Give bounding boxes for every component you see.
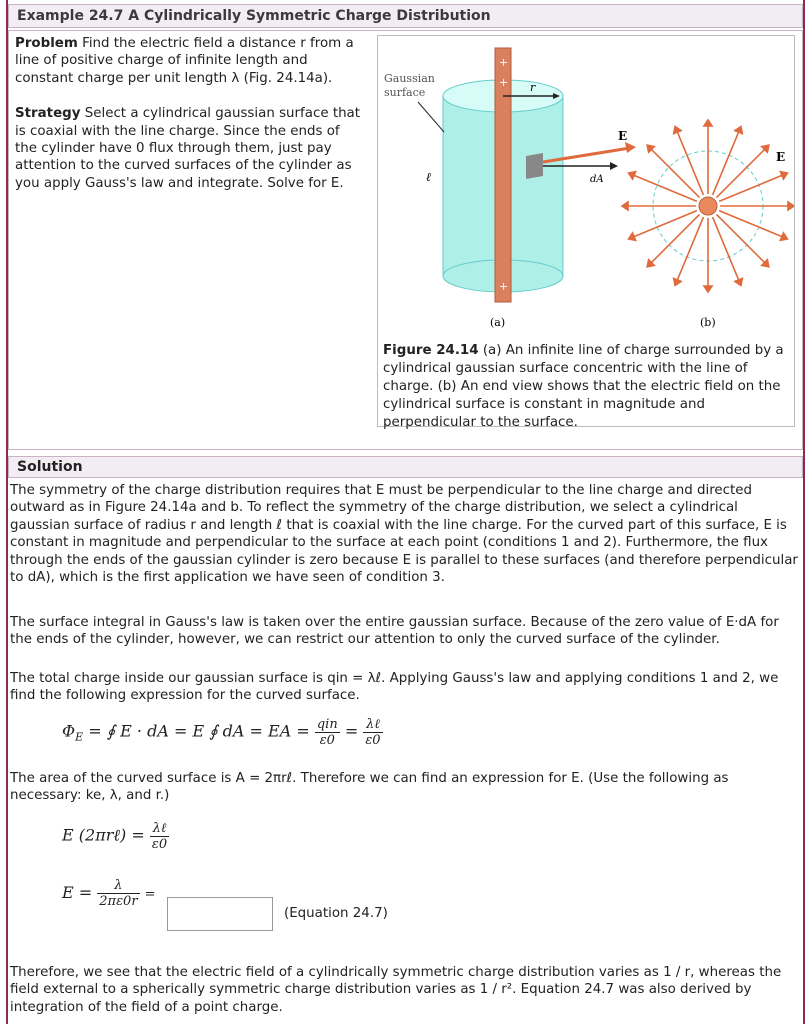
end-view — [622, 120, 794, 329]
field-ray — [719, 211, 782, 237]
problem-panel — [8, 30, 803, 450]
plus-sign: + — [499, 280, 509, 293]
plus-sign: + — [499, 56, 509, 69]
problem-text: Find the electric field a distance r from a line of positive charge of infinite length and constant charge per unit length λ (Fig. 24.14a). — [15, 36, 354, 86]
field-ray-arrowhead — [780, 172, 787, 179]
field-ray-arrowhead — [629, 172, 636, 179]
area-equation: E (2πrℓ) = $\frac{\text{λℓ}}{\varepsilon 0}$ — [62, 821, 168, 852]
field-ray — [719, 175, 782, 201]
solution-paragraph-2: The surface integral in Gauss's law is taken over the entire gaussian surface. Because of the zero value of E·dA for the ends of the cylinder, however, we can restrict our attention to only the curved surface of the cylinder. — [10, 615, 779, 648]
solution-heading: Solution — [8, 456, 803, 478]
problem-text-column — [15, 35, 365, 210]
area-element — [526, 153, 543, 179]
field-ray-arrowhead — [629, 233, 636, 240]
field-ray — [716, 149, 764, 197]
field-ray-arrowhead — [704, 120, 712, 126]
surface-label: surface — [384, 86, 426, 99]
E-arrowhead-a — [625, 142, 636, 153]
dA-arrowhead — [610, 162, 618, 170]
example-title: Example 24.7 A Cylindrically Symmetric Charge Distribution — [8, 4, 803, 28]
field-ray — [634, 211, 697, 237]
field-ray — [713, 132, 739, 195]
field-ray — [651, 214, 699, 262]
solution-paragraph-1: The symmetry of the charge distribution requires that E must be perpendicular to the line charge and directed outward as in Figure 24.14a and b. To reflect the symmetry of the charge distribution, we select a cylindrical gaussian surface of radius r and length ℓ that is coaxial with the line charge. For the curved part of this surface, E is constant in magnitude and perpendicular to the surface at each point (conditions 1 and 2). Furthermore, the flux through the ends of the gaussian cylinder is zero because E is parallel to these surfaces (and therefore perpendicular to dA), which is the first application we have seen of condition 3. — [10, 483, 798, 586]
caption-label: Figure 24.14 — [383, 343, 479, 358]
field-ray — [677, 217, 703, 280]
equation-label: (Equation 24.7) — [284, 906, 388, 921]
field-ray-arrowhead — [788, 202, 794, 210]
dA-label: dA — [590, 174, 604, 185]
solution-paragraph-3: The total charge inside our gaussian surface is qin = λℓ. Applying Gauss's law and applying conditions 1 and 2, we find the following expression for the curved surface. — [10, 671, 779, 704]
part-b-label: (b) — [700, 316, 716, 329]
field-ray-arrowhead — [735, 278, 742, 285]
field-ray — [634, 175, 697, 201]
strategy-text: Select a cylindrical gaussian surface that is coaxial with the line charge. Since the ends of the cylinder have 0 flux through them, just pay attention to the curved surfaces of the cylinder as you apply Gauss's law and integrate. Solve for E. — [15, 106, 361, 191]
solution-paragraph-4: The area of the curved surface is A = 2πrℓ. Therefore we can find an expression for E. (Use the following as necessary: ke, λ, and r.) — [10, 771, 729, 804]
field-ray — [651, 149, 699, 197]
strategy-paragraph — [15, 105, 365, 192]
radius-label: r — [530, 81, 536, 94]
gauss-law-equation: $\Phi_E$ = ∮ E · dA = E ∮ dA = EA = $\frac{\text{qin}}{\varepsilon 0}$ = $\frac{\text{λℓ}}{\varepsilon 0}$ — [62, 716, 381, 748]
figure-caption — [383, 342, 791, 432]
field-equation: E = $\frac{\lambda}{2\pi\varepsilon 0r}$ = — [62, 878, 156, 909]
plus-sign: + — [499, 76, 509, 89]
problem-label: Problem — [15, 36, 78, 51]
E-label-a: E — [618, 129, 628, 143]
solution-paragraph-5: Therefore, we see that the electric field of a cylindrically symmetric charge distribution varies as 1 / r, whereas the field external to a spherically symmetric charge distribution varies as 1 / r². Equation 24.7 was also derived by integration of the field of a point charge. — [10, 965, 782, 1015]
gaussian-pointer — [418, 102, 444, 132]
field-ray — [677, 132, 703, 195]
field-ray — [713, 217, 739, 280]
figure-diagram — [378, 36, 794, 336]
field-ray-arrowhead — [622, 202, 628, 210]
answer-input[interactable] — [167, 897, 273, 931]
field-ray-arrowhead — [674, 278, 681, 285]
strategy-label: Strategy — [15, 106, 81, 122]
part-a-label: (a) — [490, 316, 506, 329]
E-label-b: E — [776, 150, 786, 164]
field-ray-arrowhead — [780, 233, 787, 240]
line-charge-end — [699, 197, 717, 215]
caption-text: (a) An infinite line of charge surrounded by a cylindrical gaussian surface concentric with the line of charge. (b) An end view shows that the electric field on the cylindrical surface is constant in magnitude and perpendicular to the surface. — [383, 343, 784, 430]
length-label: ℓ — [426, 170, 431, 184]
field-ray-arrowhead — [735, 127, 742, 134]
figure-24-14 — [377, 35, 795, 430]
problem-paragraph — [15, 35, 365, 87]
gaussian-label: Gaussian — [384, 72, 435, 85]
field-ray — [716, 214, 764, 262]
field-ray-arrowhead — [674, 127, 681, 134]
field-ray-arrowhead — [704, 286, 712, 292]
